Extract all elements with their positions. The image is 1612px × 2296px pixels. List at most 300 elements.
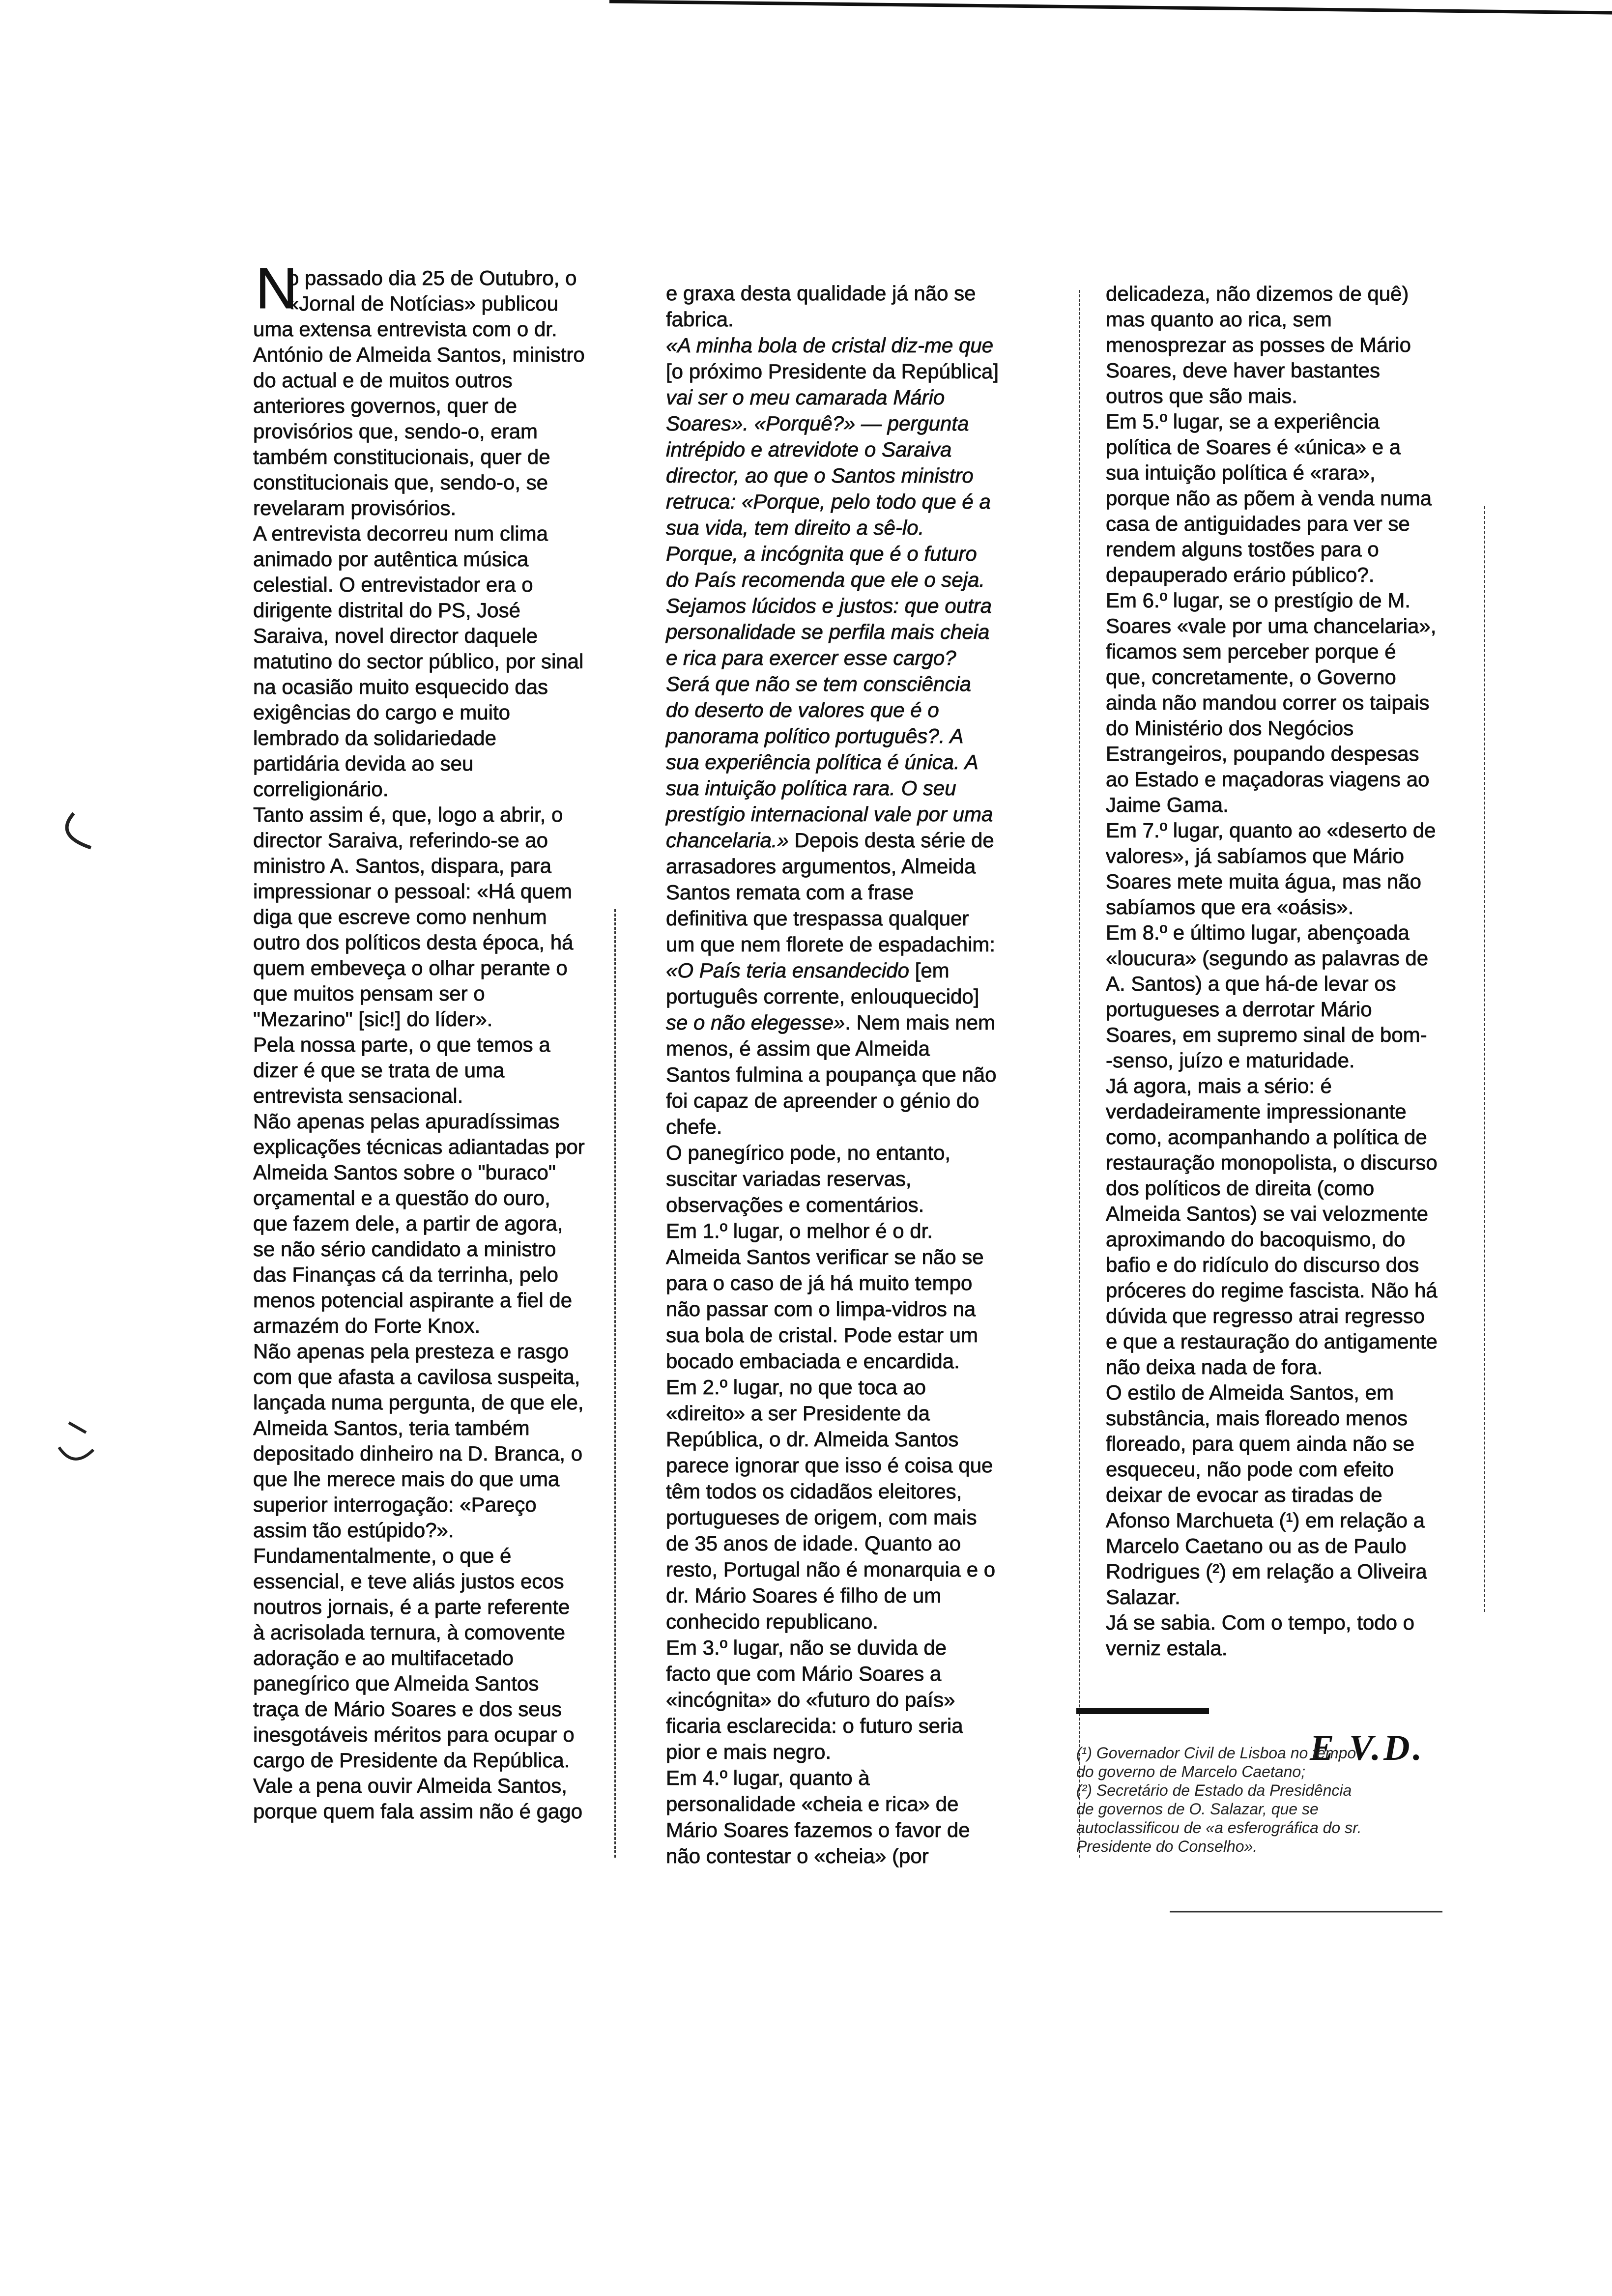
text-line bbox=[666, 1140, 999, 1166]
text-line bbox=[253, 1466, 585, 1492]
text-segment: sua intuição política rara. O seu bbox=[666, 776, 956, 800]
text-line bbox=[253, 623, 585, 649]
text-line bbox=[666, 1556, 999, 1582]
text-line bbox=[1106, 1048, 1438, 1073]
text-segment: director, ao que o Santos ministro bbox=[666, 464, 974, 487]
text-segment: inesgotáveis méritos para ocupar o bbox=[253, 1723, 575, 1746]
text-segment: Santos fulmina a poupança que não bbox=[666, 1063, 997, 1086]
text-segment: República, o dr. Almeida Santos bbox=[666, 1428, 959, 1451]
footnote: de governos de O. Salazar, que se bbox=[1076, 1800, 1319, 1818]
text-line bbox=[1106, 613, 1438, 639]
text-segment: depauperado erário público?. bbox=[1106, 563, 1375, 586]
text-segment: restauração monopolista, o discurso bbox=[1106, 1151, 1438, 1174]
text-line bbox=[1106, 1431, 1438, 1457]
text-segment: assim tão estúpido?». bbox=[253, 1519, 454, 1542]
text-line bbox=[666, 1088, 999, 1114]
text-segment: Almeida Santos) se vai velozmente bbox=[1106, 1202, 1428, 1225]
text-line bbox=[253, 828, 585, 853]
text-segment: se o não elegesse» bbox=[666, 1011, 845, 1034]
text-line bbox=[1106, 716, 1438, 741]
text-line bbox=[253, 674, 585, 700]
top-rule bbox=[609, 1, 1612, 13]
text-segment: esqueceu, não pode com efeito bbox=[1106, 1458, 1394, 1481]
text-line bbox=[666, 1374, 999, 1400]
text-line bbox=[666, 358, 999, 384]
text-line bbox=[253, 316, 585, 342]
text-segment: têm todos os cidadãos eleitores, bbox=[666, 1480, 962, 1503]
text-line bbox=[253, 1364, 585, 1390]
text-segment: Em 4.º lugar, quanto à bbox=[666, 1766, 870, 1789]
footnote: do governo de Marcelo Caetano; bbox=[1076, 1763, 1306, 1780]
text-segment: lançada numa pergunta, de que ele, bbox=[253, 1391, 584, 1414]
text-line bbox=[1106, 843, 1438, 869]
text-line bbox=[1106, 562, 1438, 588]
text-segment: sua bola de cristal. Pode estar um bbox=[666, 1323, 979, 1347]
text-line bbox=[1106, 358, 1438, 383]
text-segment: Rodrigues (²) em relação a Oliveira bbox=[1106, 1560, 1427, 1583]
text-line bbox=[253, 1696, 585, 1722]
text-segment: panorama político português?. A bbox=[666, 724, 964, 747]
column-divider bbox=[614, 909, 616, 1858]
text-segment: constitucionais que, sendo-o, se bbox=[253, 471, 548, 494]
text-line bbox=[253, 546, 585, 572]
drop-cap: N bbox=[256, 256, 298, 321]
article-column-2 bbox=[666, 280, 999, 1869]
text-line bbox=[666, 1114, 999, 1140]
text-line bbox=[1106, 409, 1438, 434]
text-line bbox=[1106, 1073, 1438, 1099]
text-line bbox=[1106, 1610, 1438, 1636]
text-segment: política de Soares é «única» e a bbox=[1106, 435, 1401, 459]
text-line bbox=[1106, 894, 1438, 920]
text-segment: menos potencial aspirante a fiel de bbox=[253, 1289, 573, 1312]
text-segment: correligionário. bbox=[253, 777, 389, 801]
text-segment: observações e comentários. bbox=[666, 1193, 924, 1216]
text-line bbox=[1106, 434, 1438, 460]
punch-hole-mark bbox=[59, 1423, 93, 1459]
text-segment: que, concretamente, o Governo bbox=[1106, 665, 1396, 689]
text-line bbox=[253, 1645, 585, 1671]
footnote: Presidente do Conselho». bbox=[1076, 1837, 1258, 1855]
text-segment: para o caso de já há muito tempo bbox=[666, 1271, 973, 1294]
text-segment: delicadeza, não dizemos de quê) bbox=[1106, 282, 1409, 305]
text-segment: portugueses de origem, com mais bbox=[666, 1506, 977, 1529]
text-line bbox=[666, 1687, 999, 1713]
text-line bbox=[666, 931, 999, 957]
text-segment: Fundamentalmente, o que é bbox=[253, 1544, 512, 1567]
text-line bbox=[666, 541, 999, 567]
text-line bbox=[253, 649, 585, 674]
text-segment: outro dos políticos desta época, há bbox=[253, 931, 574, 954]
text-line bbox=[253, 802, 585, 828]
text-segment: Porque, a incógnita que é o futuro bbox=[666, 542, 977, 565]
text-segment: verniz estala. bbox=[1106, 1636, 1228, 1660]
text-segment: partidária devida ao seu bbox=[253, 752, 474, 775]
text-segment: anteriores governos, quer de bbox=[253, 394, 517, 417]
text-segment: intrépido e atrevidote o Saraiva bbox=[666, 438, 952, 461]
text-line bbox=[253, 1262, 585, 1288]
text-line bbox=[666, 1348, 999, 1374]
text-segment: Não apenas pela presteza e rasgo bbox=[253, 1340, 569, 1363]
text-line bbox=[666, 1062, 999, 1088]
text-line bbox=[253, 342, 585, 368]
text-segment: «A minha bola de cristal diz-me que bbox=[666, 334, 994, 357]
text-segment: ao Estado e maçadoras viagens ao bbox=[1106, 768, 1430, 791]
text-segment: adoração e ao multifacetado bbox=[253, 1646, 514, 1669]
text-line bbox=[1106, 664, 1438, 690]
text-segment: Já se sabia. Com o tempo, todo o bbox=[1106, 1611, 1415, 1634]
text-line bbox=[1106, 1099, 1438, 1124]
text-segment: porque quem fala assim não é gago bbox=[253, 1800, 583, 1823]
text-line bbox=[666, 1504, 999, 1530]
text-line bbox=[253, 1441, 585, 1466]
text-line bbox=[666, 306, 999, 332]
text-line bbox=[1106, 1176, 1438, 1201]
text-line bbox=[1106, 1278, 1438, 1303]
text-segment: António de Almeida Santos, ministro bbox=[253, 343, 585, 366]
text-segment: provisórios que, sendo-o, eram bbox=[253, 420, 538, 443]
text-segment: definitiva que trespassa qualquer bbox=[666, 907, 969, 930]
text-segment: «Jornal de Notícias» publicou bbox=[288, 292, 559, 315]
text-segment: portugueses a derrotar Mário bbox=[1106, 998, 1372, 1021]
text-segment: O panegírico pode, no entanto, bbox=[666, 1141, 951, 1164]
text-segment: Sejamos lúcidos e justos: que outra bbox=[666, 594, 992, 617]
text-line bbox=[666, 1765, 999, 1791]
text-line bbox=[253, 1032, 585, 1058]
text-line bbox=[253, 1492, 585, 1518]
text-line bbox=[253, 521, 585, 546]
text-line bbox=[666, 462, 999, 488]
text-line bbox=[253, 1339, 585, 1364]
text-segment: ficamos sem perceber porque é bbox=[1106, 640, 1396, 663]
text-line bbox=[666, 410, 999, 436]
text-line bbox=[666, 280, 999, 306]
text-line bbox=[666, 983, 999, 1009]
text-segment: bafio e do ridículo do discurso dos bbox=[1106, 1253, 1419, 1276]
text-line bbox=[666, 1270, 999, 1296]
text-segment: na ocasião muito esquecido das bbox=[253, 675, 548, 698]
text-segment: dúvida que regresso atrai regresso bbox=[1106, 1304, 1425, 1327]
text-segment: diga que escreve como nenhum bbox=[253, 905, 547, 928]
text-segment: menosprezar as posses de Mário bbox=[1106, 333, 1411, 356]
text-line bbox=[253, 1160, 585, 1185]
text-line bbox=[1106, 1124, 1438, 1150]
text-segment: outros que são mais. bbox=[1106, 384, 1297, 407]
text-segment: do actual e de muitos outros bbox=[253, 369, 513, 392]
text-line bbox=[666, 436, 999, 462]
text-line bbox=[253, 879, 585, 904]
text-segment: e graxa desta qualidade já não se bbox=[666, 282, 976, 305]
text-line bbox=[666, 1791, 999, 1817]
footnote: (²) Secretário de Estado da Presidência bbox=[1076, 1781, 1352, 1799]
text-line bbox=[666, 957, 999, 983]
text-segment: sua intuição política é «rara», bbox=[1106, 461, 1376, 484]
text-segment: e rica para exercer esse cargo? bbox=[666, 646, 956, 669]
text-segment: Não apenas pelas apuradíssimas bbox=[253, 1110, 560, 1133]
text-segment: de 35 anos de idade. Quanto ao bbox=[666, 1532, 961, 1555]
text-line bbox=[253, 1748, 585, 1773]
text-line bbox=[253, 1722, 585, 1748]
text-line bbox=[253, 393, 585, 419]
text-segment: dizer é que se trata de uma bbox=[253, 1059, 505, 1082]
text-line bbox=[253, 1134, 585, 1160]
text-line bbox=[253, 751, 585, 776]
text-segment: um que nem florete de espadachim: bbox=[666, 933, 996, 956]
text-line bbox=[1106, 920, 1438, 946]
text-line bbox=[253, 368, 585, 393]
text-segment: -senso, juízo e maturidade. bbox=[1106, 1049, 1355, 1072]
text-line bbox=[666, 1713, 999, 1739]
text-segment: Será que não se tem consciência bbox=[666, 672, 972, 695]
column-divider bbox=[1484, 506, 1485, 1612]
text-segment: Soares «vale por uma chancelaria», bbox=[1106, 614, 1437, 637]
text-line bbox=[253, 572, 585, 598]
text-segment: exigências do cargo e muito bbox=[253, 701, 510, 724]
text-segment: que lhe merece mais do que uma bbox=[253, 1467, 560, 1491]
text-line bbox=[666, 1635, 999, 1661]
text-line bbox=[253, 1109, 585, 1134]
text-line bbox=[1106, 1227, 1438, 1252]
text-segment: essencial, e teve aliás justos ecos bbox=[253, 1570, 564, 1593]
text-line bbox=[1106, 1022, 1438, 1048]
text-line bbox=[666, 1739, 999, 1765]
text-segment: deixar de evocar as tiradas de bbox=[1106, 1483, 1382, 1506]
text-line bbox=[1106, 997, 1438, 1022]
text-line bbox=[1106, 460, 1438, 486]
text-segment: personalidade se perfila mais cheia bbox=[666, 620, 990, 643]
text-segment: Estrangeiros, poupando despesas bbox=[1106, 742, 1419, 765]
text-segment: conhecido republicano. bbox=[666, 1610, 878, 1633]
text-segment: também constitucionais, quer de bbox=[253, 445, 550, 468]
text-line bbox=[253, 1313, 585, 1339]
text-line bbox=[253, 1594, 585, 1620]
text-segment: Em 2.º lugar, no que toca ao bbox=[666, 1376, 926, 1399]
text-segment: casa de antiguidades para ver se bbox=[1106, 512, 1410, 535]
text-line bbox=[1106, 1482, 1438, 1508]
text-line bbox=[666, 1009, 999, 1035]
text-line bbox=[1106, 1559, 1438, 1584]
text-line bbox=[1106, 971, 1438, 997]
text-line bbox=[1106, 690, 1438, 716]
text-segment: das Finanças cá da terrinha, pelo bbox=[253, 1263, 559, 1286]
text-line bbox=[253, 265, 585, 291]
text-line bbox=[253, 1518, 585, 1543]
text-segment: chancelaria.» bbox=[666, 829, 789, 852]
article-column-1 bbox=[253, 265, 585, 1824]
text-line bbox=[253, 444, 585, 470]
text-segment: traça de Mário Soares e dos seus bbox=[253, 1697, 562, 1721]
text-segment: floreado, para quem ainda não se bbox=[1106, 1432, 1415, 1455]
text-segment: que muitos pensam ser o bbox=[253, 982, 485, 1005]
text-line bbox=[666, 1218, 999, 1244]
text-segment: superior interrogação: «Pareço bbox=[253, 1493, 537, 1516]
text-line bbox=[253, 1543, 585, 1569]
text-segment: «O País teria ensandecido bbox=[666, 959, 909, 982]
text-segment: bocado embaciada e encardida. bbox=[666, 1349, 960, 1373]
text-segment: rendem alguns tostões para o bbox=[1106, 538, 1379, 561]
text-segment: fabrica. bbox=[666, 308, 734, 331]
text-line bbox=[666, 1478, 999, 1504]
text-line bbox=[1106, 1584, 1438, 1610]
text-segment: valores», já sabíamos que Mário bbox=[1106, 844, 1404, 867]
text-segment: português corrente, enlouquecido] bbox=[666, 985, 979, 1008]
text-segment: armazém do Forte Knox. bbox=[253, 1314, 481, 1337]
text-line bbox=[1106, 1201, 1438, 1227]
text-segment: pior e mais negro. bbox=[666, 1740, 832, 1763]
text-segment: sabíamos que era «oásis». bbox=[1106, 895, 1354, 918]
text-segment: Santos remata com a frase bbox=[666, 881, 914, 904]
text-line bbox=[1106, 1150, 1438, 1176]
text-segment: dirigente distrital do PS, José bbox=[253, 599, 520, 622]
text-line bbox=[253, 1211, 585, 1236]
footnote: autoclassificou de «a esferográfica do sr. bbox=[1076, 1819, 1362, 1837]
text-segment: porque não as põem à venda numa bbox=[1106, 487, 1432, 510]
text-segment: uma extensa entrevista com o dr. bbox=[253, 317, 557, 341]
text-line bbox=[666, 645, 999, 671]
text-line bbox=[666, 1426, 999, 1452]
text-line bbox=[253, 1773, 585, 1799]
text-line bbox=[666, 723, 999, 749]
text-segment: se não sério candidato a ministro bbox=[253, 1237, 556, 1261]
text-line bbox=[253, 470, 585, 495]
text-line bbox=[253, 981, 585, 1006]
text-segment: Marcelo Caetano ou as de Paulo bbox=[1106, 1534, 1407, 1557]
text-segment: chefe. bbox=[666, 1115, 722, 1138]
text-line bbox=[666, 1192, 999, 1218]
text-segment: suscitar variadas reservas, bbox=[666, 1167, 912, 1190]
text-segment: Pela nossa parte, o que temos a bbox=[253, 1033, 550, 1056]
text-segment: Em 1.º lugar, o melhor é o dr. bbox=[666, 1219, 933, 1242]
text-line bbox=[666, 384, 999, 410]
text-line bbox=[1106, 869, 1438, 894]
text-line bbox=[253, 1415, 585, 1441]
text-line bbox=[253, 955, 585, 981]
text-line bbox=[666, 1530, 999, 1556]
text-line bbox=[253, 598, 585, 623]
text-segment: Em 3.º lugar, não se duvida de bbox=[666, 1636, 947, 1659]
text-segment: . Nem mais nem bbox=[845, 1011, 996, 1034]
text-segment: substância, mais floreado menos bbox=[1106, 1406, 1408, 1430]
text-segment: não deixa nada de fora. bbox=[1106, 1355, 1323, 1378]
text-segment: aproximando do bacoquismo, do bbox=[1106, 1228, 1406, 1251]
text-segment: dr. Mário Soares é filho de um bbox=[666, 1584, 942, 1607]
text-segment: retruca: «Porque, pelo todo que é a bbox=[666, 490, 991, 513]
text-segment: Afonso Marchueta (¹) em relação a bbox=[1106, 1509, 1425, 1532]
text-segment: animado por autêntica música bbox=[253, 547, 529, 571]
text-line bbox=[253, 930, 585, 955]
text-line bbox=[1106, 792, 1438, 818]
text-line bbox=[666, 567, 999, 593]
text-segment: Mário Soares fazemos o favor de bbox=[666, 1818, 970, 1841]
text-line bbox=[666, 515, 999, 541]
text-line bbox=[1106, 1380, 1438, 1406]
article-column-3 bbox=[1106, 281, 1438, 1661]
text-segment: Almeida Santos sobre o "buraco" bbox=[253, 1161, 556, 1184]
text-segment: com que afasta a cavilosa suspeita, bbox=[253, 1365, 580, 1388]
text-line bbox=[1106, 486, 1438, 511]
text-segment: Almeida Santos, teria também bbox=[253, 1416, 530, 1439]
text-segment: e que a restauração do antigamente bbox=[1106, 1330, 1438, 1353]
text-segment: cargo de Presidente da República. bbox=[253, 1749, 570, 1772]
text-segment: ainda não mandou correr os taipais bbox=[1106, 691, 1430, 714]
text-line bbox=[253, 776, 585, 802]
text-segment: «direito» a ser Presidente da bbox=[666, 1402, 930, 1425]
text-line bbox=[666, 332, 999, 358]
text-line bbox=[666, 879, 999, 905]
text-segment: Já agora, mais a sério: é bbox=[1106, 1074, 1332, 1097]
text-segment: Almeida Santos verificar se não se bbox=[666, 1245, 984, 1268]
text-line bbox=[253, 700, 585, 725]
text-line bbox=[1106, 1406, 1438, 1431]
text-segment: menos, é assim que Almeida bbox=[666, 1037, 930, 1060]
text-segment: Soares, em supremo sinal de bom- bbox=[1106, 1023, 1427, 1046]
text-segment: Soares, deve haver bastantes bbox=[1106, 359, 1381, 382]
text-segment: [em bbox=[909, 959, 950, 982]
text-segment: vai ser o meu camarada Mário bbox=[666, 386, 945, 409]
text-segment: que fazem dele, a partir de agora, bbox=[253, 1212, 563, 1235]
text-segment: A. Santos) a que há-de levar os bbox=[1106, 972, 1396, 995]
text-line bbox=[666, 1400, 999, 1426]
text-line bbox=[1106, 741, 1438, 767]
text-line bbox=[253, 495, 585, 521]
text-line bbox=[253, 1058, 585, 1083]
text-line bbox=[1106, 537, 1438, 562]
text-segment: Jaime Gama. bbox=[1106, 793, 1229, 816]
text-line bbox=[253, 853, 585, 879]
text-line bbox=[666, 1244, 999, 1270]
text-line bbox=[666, 1661, 999, 1687]
text-segment: Tanto assim é, que, logo a abrir, o bbox=[253, 803, 563, 826]
text-line bbox=[666, 1817, 999, 1843]
text-segment: verdadeiramente impressionante bbox=[1106, 1100, 1407, 1123]
text-line bbox=[666, 827, 999, 853]
punch-hole-mark bbox=[67, 813, 91, 848]
text-line bbox=[253, 1620, 585, 1645]
text-line bbox=[666, 1608, 999, 1635]
text-segment: quem embeveça o olhar perante o bbox=[253, 956, 568, 979]
text-segment: «incógnita» do «futuro do país» bbox=[666, 1688, 955, 1711]
text-segment: resto, Portugal não é monarquia e o bbox=[666, 1558, 996, 1581]
author-signature: E V.D. bbox=[1310, 1728, 1425, 1768]
text-line bbox=[666, 671, 999, 697]
text-segment: prestígio internacional vale por uma bbox=[666, 803, 993, 826]
text-line bbox=[253, 1799, 585, 1824]
text-segment: parece ignorar que isso é coisa que bbox=[666, 1454, 993, 1477]
text-line bbox=[253, 1185, 585, 1211]
text-line bbox=[1106, 332, 1438, 358]
text-segment: arrasadores argumentos, Almeida bbox=[666, 855, 976, 878]
text-line bbox=[1106, 1508, 1438, 1533]
text-segment: entrevista sensacional. bbox=[253, 1084, 463, 1107]
text-segment: [o próximo Presidente da República] bbox=[666, 360, 999, 383]
text-line bbox=[253, 291, 585, 316]
text-segment: não passar com o limpa-vidros na bbox=[666, 1297, 976, 1320]
text-segment: Soares mete muita água, mas não bbox=[1106, 870, 1422, 893]
text-line bbox=[1106, 767, 1438, 792]
text-line bbox=[666, 593, 999, 619]
text-segment: Depois desta série de bbox=[788, 829, 994, 852]
text-line bbox=[1106, 1354, 1438, 1380]
text-segment: A entrevista decorreu num clima bbox=[253, 522, 548, 545]
text-segment: revelaram provisórios. bbox=[253, 496, 457, 519]
text-line bbox=[253, 725, 585, 751]
text-segment: Em 5.º lugar, se a experiência bbox=[1106, 410, 1380, 433]
text-line bbox=[666, 905, 999, 931]
text-line bbox=[1106, 511, 1438, 537]
text-line bbox=[1106, 1457, 1438, 1482]
signature-rule bbox=[1076, 1708, 1209, 1714]
text-segment: como, acompanhando a política de bbox=[1106, 1125, 1427, 1148]
